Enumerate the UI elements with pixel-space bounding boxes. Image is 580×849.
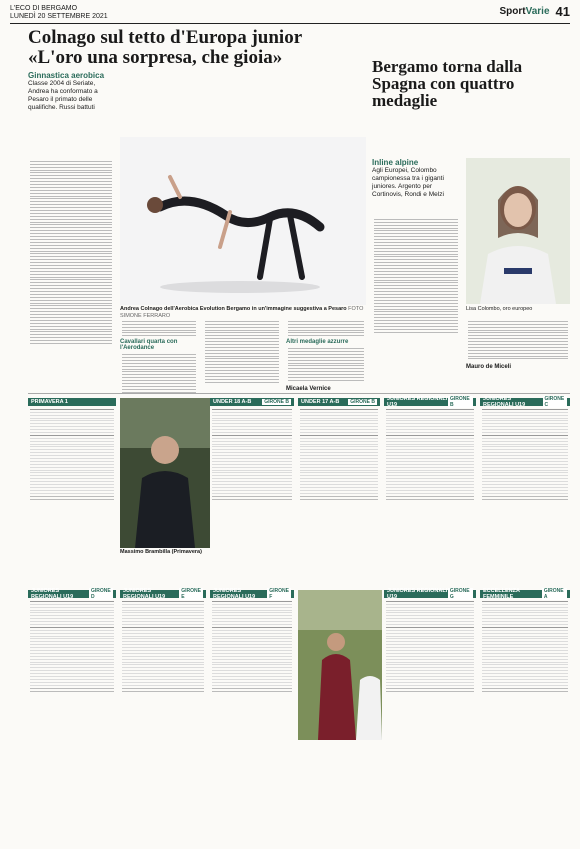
table-u17: [298, 398, 380, 502]
main-standfirst-block: [28, 71, 114, 112]
side-kicker: Inline alpine: [372, 158, 419, 167]
main-byline: Micaela Vernice: [286, 385, 331, 392]
table-header: UNDER 18 A-B GIRONE B: [210, 398, 294, 406]
side-body-col-2: [466, 318, 570, 370]
table-eccellenza-femminile: [480, 590, 570, 694]
main-body-col-2: [120, 318, 198, 396]
table-header: ECCELLENZA FEMMINILE GIRONE A: [480, 590, 570, 598]
header-rule: [10, 23, 570, 24]
side-byline: Mauro de Miceli: [466, 364, 512, 371]
table-header: JUNIORES REGIONALI U19 GIRONE G: [384, 590, 476, 598]
page-number: 41: [555, 4, 570, 19]
side-headline: Bergamo torna dalla Spagna con quattro medaglie: [372, 57, 523, 110]
main-standfirst: Classe 2004 di Seriate, Andrea ha conformato a Pesaro il primato delle qualifiche. Russi battuti: [28, 80, 98, 111]
gymnast-illustration: [120, 137, 366, 305]
newspaper-name: L'ECO DI BERGAMO: [10, 5, 78, 12]
main-photo-caption: Andrea Colnago dell'Aerobica Evolution Bergamo in un'immagine suggestiva a Pesaro: [120, 306, 347, 312]
table-header: PRIMAVERA 1: [28, 398, 116, 406]
section-divider: [28, 393, 570, 394]
table-u19-f: [210, 590, 294, 694]
main-headline: [28, 28, 368, 68]
side-standfirst-block: [372, 158, 460, 199]
table-primavera: [28, 398, 116, 502]
athlete-illustration: [466, 158, 570, 304]
coach-photo: [120, 398, 210, 548]
main-body-col-3: [203, 318, 281, 385]
table-u19-e: [120, 590, 206, 694]
table-header: JUNIORES REGIONALI U19 GIRONE E: [120, 590, 206, 598]
table-u19-c: [480, 398, 570, 502]
table-header: JUNIORES REGIONALI U19 GIRONE B: [384, 398, 476, 406]
gymnast-photo: [120, 137, 366, 305]
headline-line-1: Colnago sul tetto d'Europa junior: [28, 27, 303, 48]
table-u19-g: [384, 590, 476, 694]
section-header: [500, 4, 571, 19]
main-body-col-1: [28, 158, 114, 347]
headline-line-2: «L'oro una sorpresa, che gioia»: [28, 47, 283, 68]
side-story-headline: [372, 58, 570, 109]
masthead: [10, 5, 108, 21]
coach-illustration: [120, 398, 210, 548]
match-photo: [298, 590, 382, 740]
table-header: JUNIORES REGIONALI U19 GIRONE D: [28, 590, 116, 598]
issue-date: LUNEDÌ 20 SETTEMBRE 2021: [10, 13, 108, 20]
main-body-col-4: [286, 318, 366, 392]
main-kicker: Ginnastica aerobica: [28, 71, 105, 80]
side-standfirst: Agli Europei, Colombo campionessa tra i giganti juniores. Argento per Cortinovis, Rondi e Melzi: [372, 167, 444, 198]
side-photo-caption: Lisa Colombo, oro europeo: [466, 306, 533, 312]
main-subhead: Cavallari quarta con l'Aerodance: [120, 339, 178, 352]
table-u18: [210, 398, 294, 502]
table-u19-d: [28, 590, 116, 694]
athlete-photo: [466, 158, 570, 304]
coach-caption: Massimo Brambilla (Primavera): [120, 549, 202, 555]
main-subhead-2: Altri medaglie azzurre: [286, 339, 349, 346]
side-body-col-1: [372, 216, 460, 336]
table-header: JUNIORES REGIONALI U19 GIRONE C: [480, 398, 570, 406]
table-header: UNDER 17 A-B GIRONE B: [298, 398, 380, 406]
section-label: SportVarie: [499, 6, 550, 17]
table-u19-b: [384, 398, 476, 502]
main-photo-credit: FOTO SIMONE FERRARO: [120, 306, 364, 319]
match-illustration: [298, 590, 382, 740]
table-header: JUNIORES REGIONALI U19 GIRONE F: [210, 590, 294, 598]
